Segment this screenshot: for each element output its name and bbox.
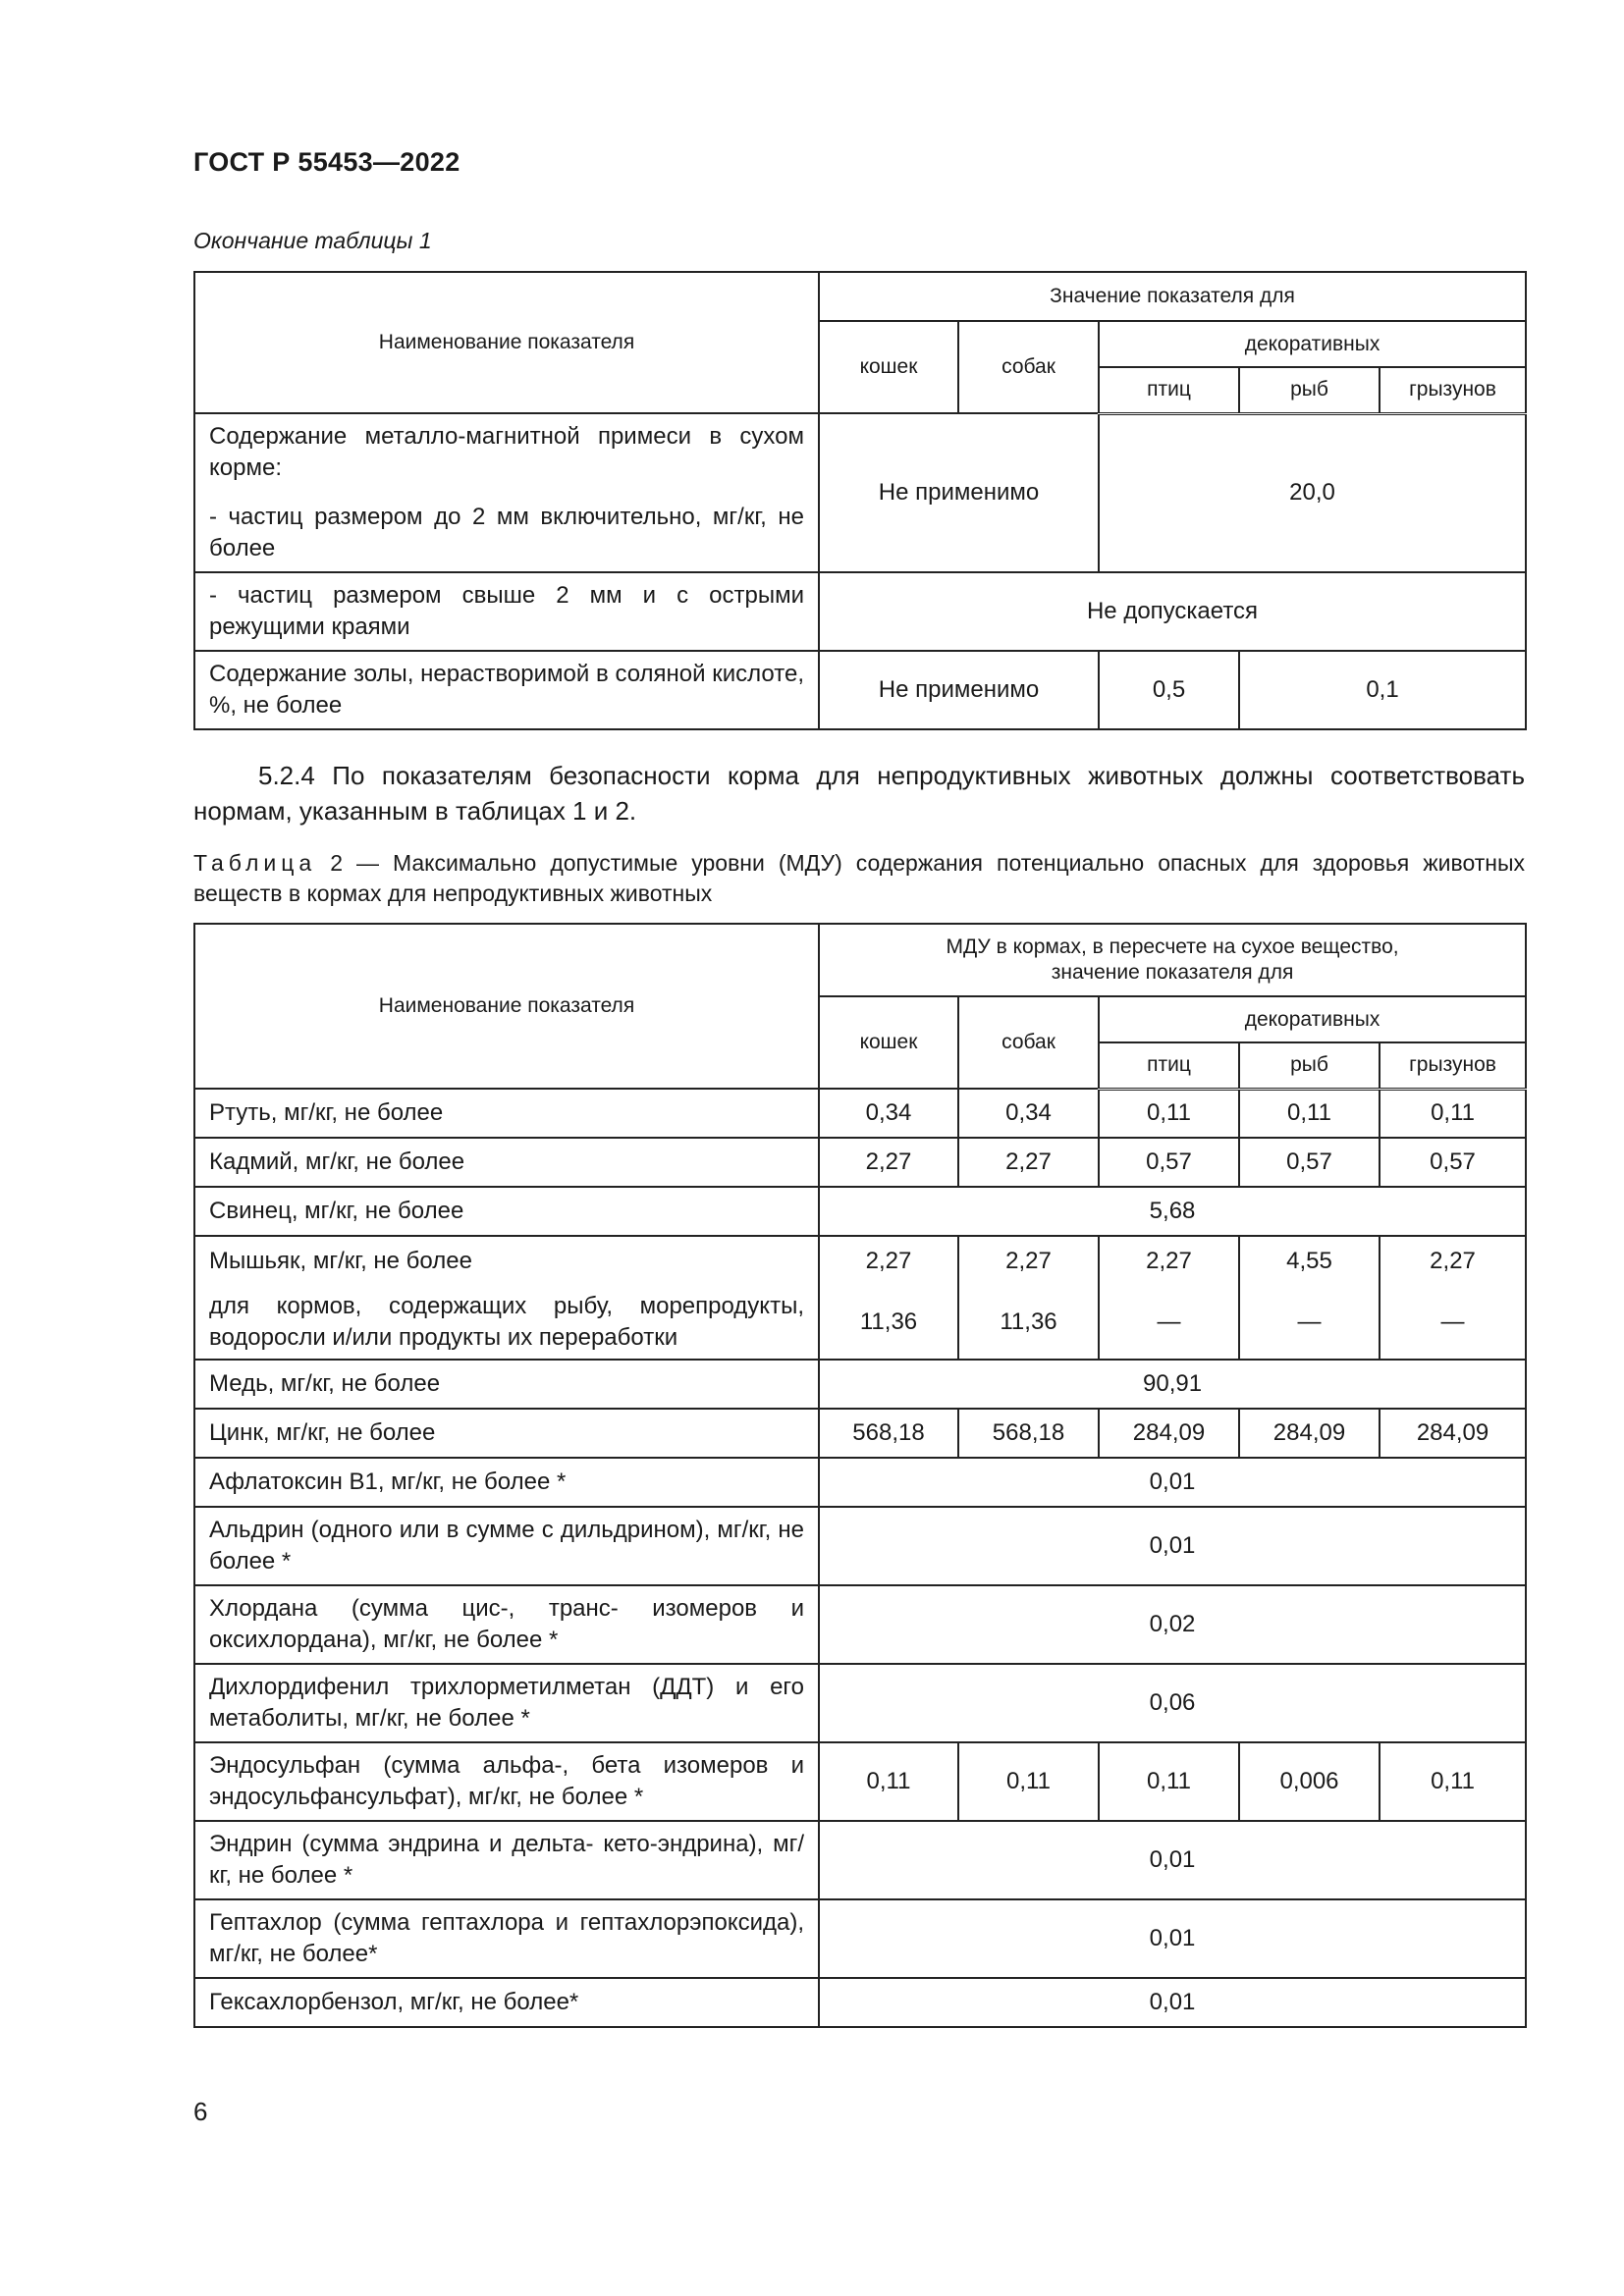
document-header: ГОСТ Р 55453—2022: [193, 147, 460, 177]
table2-header-fish: рыб: [1239, 1042, 1380, 1089]
table2-row-aldrin: [194, 1507, 1526, 1585]
value-cats: 2,27: [819, 1138, 958, 1187]
table2-row-mercury: [194, 1089, 1526, 1138]
value-birds: —: [1099, 1285, 1239, 1360]
paragraph-text: 5.2.4 По показателям безопасности корма для непродуктивных животных должны соответствовать нормам, указанным в таблицах 1 и 2.: [193, 761, 1525, 826]
table1-continuation-label: Окончание таблицы 1: [193, 228, 432, 253]
table1-header-rodents: грызунов: [1380, 367, 1526, 413]
table2-header-birds: птиц: [1099, 1042, 1239, 1089]
table2-header-rodents: грызунов: [1380, 1042, 1526, 1089]
row-label: Дихлордифенил трихлорметилметан (ДДТ) и его метаболиты, мг/кг, не более *: [194, 1664, 819, 1742]
table1-metal-small-label: - частиц размером до 2 мм включительно, мг/кг, не более: [209, 504, 804, 561]
value-birds: 284,09: [1099, 1409, 1239, 1458]
table2-row-chlordane: [194, 1585, 1526, 1664]
value-dogs: 0,34: [958, 1089, 1099, 1138]
table2-row-hcb: [194, 1978, 1526, 2027]
row-label: Медь, мг/кг, не более: [194, 1360, 819, 1409]
table2-row-endrin: [194, 1821, 1526, 1899]
value-fish: 0,006: [1239, 1742, 1380, 1821]
table1-metal-large-value: Не допускается: [819, 572, 1526, 651]
table2-row-arsenic: [194, 1236, 1526, 1285]
value-cats: 2,27: [819, 1236, 958, 1285]
table2-row-copper: [194, 1360, 1526, 1409]
table1: [193, 271, 1527, 730]
table1-ash-catsdogs: Не применимо: [819, 651, 1099, 729]
table2: [193, 923, 1527, 2028]
table2-row-cadmium: [194, 1138, 1526, 1187]
value-birds: 0,57: [1099, 1138, 1239, 1187]
value-dogs: 2,27: [958, 1138, 1099, 1187]
value-all: 5,68: [819, 1187, 1526, 1236]
table1-ash-fishrodents: 0,1: [1239, 651, 1526, 729]
value-dogs: 11,36: [958, 1285, 1099, 1360]
value-fish: 0,57: [1239, 1138, 1380, 1187]
row-label: Мышьяк, мг/кг, не более: [194, 1236, 819, 1285]
value-fish: 284,09: [1239, 1409, 1380, 1458]
value-rodents: 2,27: [1380, 1236, 1526, 1285]
table1-metal-cell: [194, 413, 819, 572]
table2-row-zinc: [194, 1409, 1526, 1458]
table1-ash-birds: 0,5: [1099, 651, 1239, 729]
table2-header-group-line2: значение показателя для: [1051, 961, 1294, 984]
page-number: 6: [193, 2097, 208, 2126]
table2-row-endosulfan: [194, 1742, 1526, 1821]
value-rodents: 0,11: [1380, 1089, 1526, 1138]
table2-header-group: [819, 924, 1526, 996]
value-all: 0,01: [819, 1821, 1526, 1899]
value-birds: 0,11: [1099, 1742, 1239, 1821]
value-dogs: 568,18: [958, 1409, 1099, 1458]
value-rodents: —: [1380, 1285, 1526, 1360]
row-label: Альдрин (одного или в сумме с дильдрином), мг/кг, не более *: [194, 1507, 819, 1585]
row-label: Гексахлорбензол, мг/кг, не более*: [194, 1978, 819, 2027]
value-birds: 0,11: [1099, 1089, 1239, 1138]
row-label: Эндосульфан (сумма альфа-, бета изомеров и эндосульфансульфат), мг/кг, не более *: [194, 1742, 819, 1821]
table1-metal-large-label: - частиц размером свыше 2 мм и с острыми режущими краями: [194, 572, 819, 651]
value-dogs: 2,27: [958, 1236, 1099, 1285]
table1-metal-small-decorative: 20,0: [1099, 413, 1526, 572]
value-cats: 0,11: [819, 1742, 958, 1821]
row-label: Эндрин (сумма эндрина и дельта- кето-эндрина), мг/кг, не более *: [194, 1821, 819, 1899]
value-fish: —: [1239, 1285, 1380, 1360]
value-all: 0,01: [819, 1458, 1526, 1507]
table1-header-decorative: декоративных: [1099, 321, 1526, 367]
row-label: Цинк, мг/кг, не более: [194, 1409, 819, 1458]
value-fish: 0,11: [1239, 1089, 1380, 1138]
value-fish: 4,55: [1239, 1236, 1380, 1285]
value-cats: 0,34: [819, 1089, 958, 1138]
value-rodents: 284,09: [1380, 1409, 1526, 1458]
table1-header-cats: кошек: [819, 321, 958, 413]
table2-header-dogs: собак: [958, 996, 1099, 1089]
value-all: 0,01: [819, 1899, 1526, 1978]
table1-metal-label: Содержание металло-магнитной примеси в сухом корме:: [209, 423, 804, 481]
row-label: Афлатоксин В1, мг/кг, не более *: [194, 1458, 819, 1507]
table2-row-heptachlor: [194, 1899, 1526, 1978]
table2-row-aflatoxin: [194, 1458, 1526, 1507]
value-cats: 11,36: [819, 1285, 958, 1360]
paragraph-5-2-4: [193, 758, 1525, 828]
table1-ash-label: Содержание золы, нерастворимой в соляной кислоте, %, не более: [194, 651, 819, 729]
value-birds: 2,27: [1099, 1236, 1239, 1285]
value-all: 0,02: [819, 1585, 1526, 1664]
table2-header-cats: кошек: [819, 996, 958, 1089]
row-label: Кадмий, мг/кг, не более: [194, 1138, 819, 1187]
table1-header-birds: птиц: [1099, 367, 1239, 413]
value-dogs: 0,11: [958, 1742, 1099, 1821]
table2-header-decorative: декоративных: [1099, 996, 1526, 1042]
row-label: Свинец, мг/кг, не более: [194, 1187, 819, 1236]
table1-header-fish: рыб: [1239, 367, 1380, 413]
table2-caption-label: Таблица: [193, 850, 317, 876]
row-label: Хлордана (сумма цис-, транс- изомеров и оксихлордана), мг/кг, не более *: [194, 1585, 819, 1664]
value-rodents: 0,57: [1380, 1138, 1526, 1187]
row-label: для кормов, содержащих рыбу, морепродукты, водоросли и/или продукты их переработки: [194, 1285, 819, 1360]
table2-row-lead: [194, 1187, 1526, 1236]
table2-header-group-line1: МДУ в кормах, в пересчете на сухое вещество,: [946, 935, 1399, 958]
row-label: Ртуть, мг/кг, не более: [194, 1089, 819, 1138]
value-all: 90,91: [819, 1360, 1526, 1409]
table2-caption: [193, 848, 1525, 909]
table1-header-group: Значение показателя для: [819, 272, 1526, 321]
row-label: Гептахлор (сумма гептахлора и гептахлорэпоксида), мг/кг, не более*: [194, 1899, 819, 1978]
table2-caption-text: 2 — Максимально допустимые уровни (МДУ) содержания потенциально опасных для здоровья животных веществ в кормах для непродуктивных животных: [193, 850, 1526, 906]
table1-header-dogs: собак: [958, 321, 1099, 413]
table2-row-ddt: [194, 1664, 1526, 1742]
value-all: 0,01: [819, 1507, 1526, 1585]
table2-row-arsenic-fish: [194, 1285, 1526, 1360]
value-rodents: 0,11: [1380, 1742, 1526, 1821]
table1-metal-small-catsdogs: Не применимо: [819, 413, 1099, 572]
table1-header-name: Наименование показателя: [194, 272, 819, 413]
value-cats: 568,18: [819, 1409, 958, 1458]
value-all: 0,01: [819, 1978, 1526, 2027]
table2-header-name: Наименование показателя: [194, 924, 819, 1089]
value-all: 0,06: [819, 1664, 1526, 1742]
